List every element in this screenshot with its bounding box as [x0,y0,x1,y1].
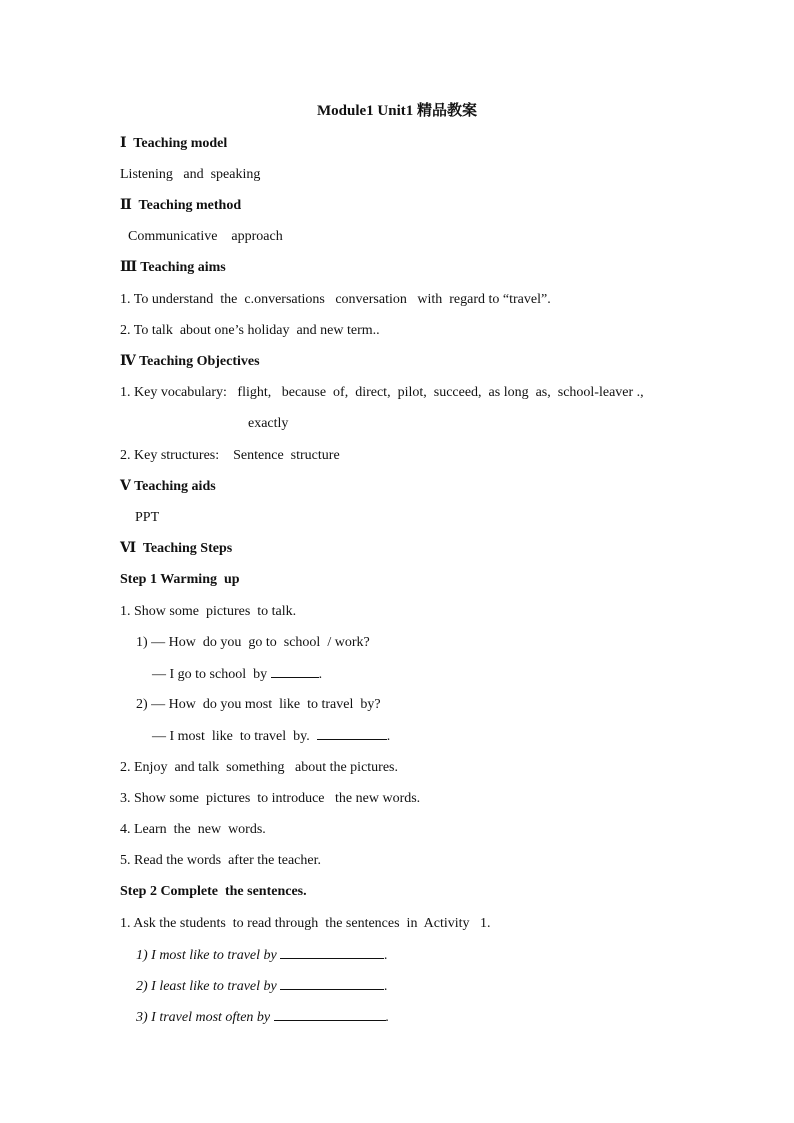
step1-heading: Step 1 Warming up [120,572,240,587]
step1-item-4: 4. Learn the new words. [120,822,266,837]
answer-2-blank[interactable] [317,727,387,740]
section-teaching-aids-heading: Ⅴ Teaching aids [120,479,216,494]
step2-sentence-1 [136,946,388,965]
teaching-aim-1: 1. To understand the c.onversations conversation with regard to “travel”. [120,292,551,307]
objective-vocabulary-continued: exactly [248,416,289,431]
answer-1-blank[interactable] [271,665,319,678]
step2-heading: Step 2 Complete the sentences. [120,884,307,899]
section-teaching-model-heading: Ⅰ Teaching model [120,136,228,151]
sentence-1-end: . [384,948,388,963]
step1-item-5: 5. Read the words after the teacher. [120,853,321,868]
section-teaching-aims-heading: Ⅲ Teaching aims [120,260,226,275]
step1-answer-2 [152,727,390,746]
section-teaching-model-body: Listening and speaking [120,167,261,182]
section-teaching-method-heading: Ⅱ Teaching method [120,198,242,213]
step1-item-2: 2. Enjoy and talk something about the pictures. [120,760,399,775]
answer-2-prefix: — I most like to travel by. [152,729,317,744]
section-teaching-method-body: Communicative approach [128,229,283,244]
sentence-3-end: . [385,1010,390,1025]
section-teaching-steps-heading: Ⅵ Teaching Steps [120,541,233,556]
step2-sentence-3 [136,1008,389,1027]
objective-structures: 2. Key structures: Sentence structure [120,448,340,463]
step1-item-3: 3. Show some pictures to introduce the new words. [120,791,421,806]
document-title: Module1 Unit1 精品教案 [316,103,477,119]
step1-answer-1 [152,665,322,684]
section-teaching-aids-body: PPT [135,510,160,525]
step1-question-1: 1) — How do you go to school / work? [136,635,370,650]
sentence-3-blank[interactable] [274,1008,386,1021]
sentence-2-text: 2) I least like to travel by [136,979,281,994]
step2-item-1: 1. Ask the students to read through the sentences in Activity 1. [120,916,491,931]
sentence-2-end: . [384,979,388,994]
step2-sentence-2 [136,977,388,996]
answer-1-suffix: . [318,667,323,682]
sentence-1-blank[interactable] [280,946,384,959]
sentence-1-text: 1) I most like to travel by [136,948,281,963]
sentence-2-blank[interactable] [280,977,384,990]
answer-2-suffix: . [386,729,391,744]
sentence-3-text: 3) I travel most often by [136,1010,274,1025]
step1-question-2: 2) — How do you most like to travel by? [136,697,381,712]
section-teaching-objectives-heading: Ⅳ Teaching Objectives [120,354,260,369]
teaching-aim-2: 2. To talk about one’s holiday and new term.. [120,323,380,338]
step1-item-1: 1. Show some pictures to talk. [120,604,297,619]
objective-vocabulary: 1. Key vocabulary: flight, because of, direct, pilot, succeed, as long as, school-leaver ., [120,385,644,400]
answer-1-prefix: — I go to school by [152,667,271,682]
